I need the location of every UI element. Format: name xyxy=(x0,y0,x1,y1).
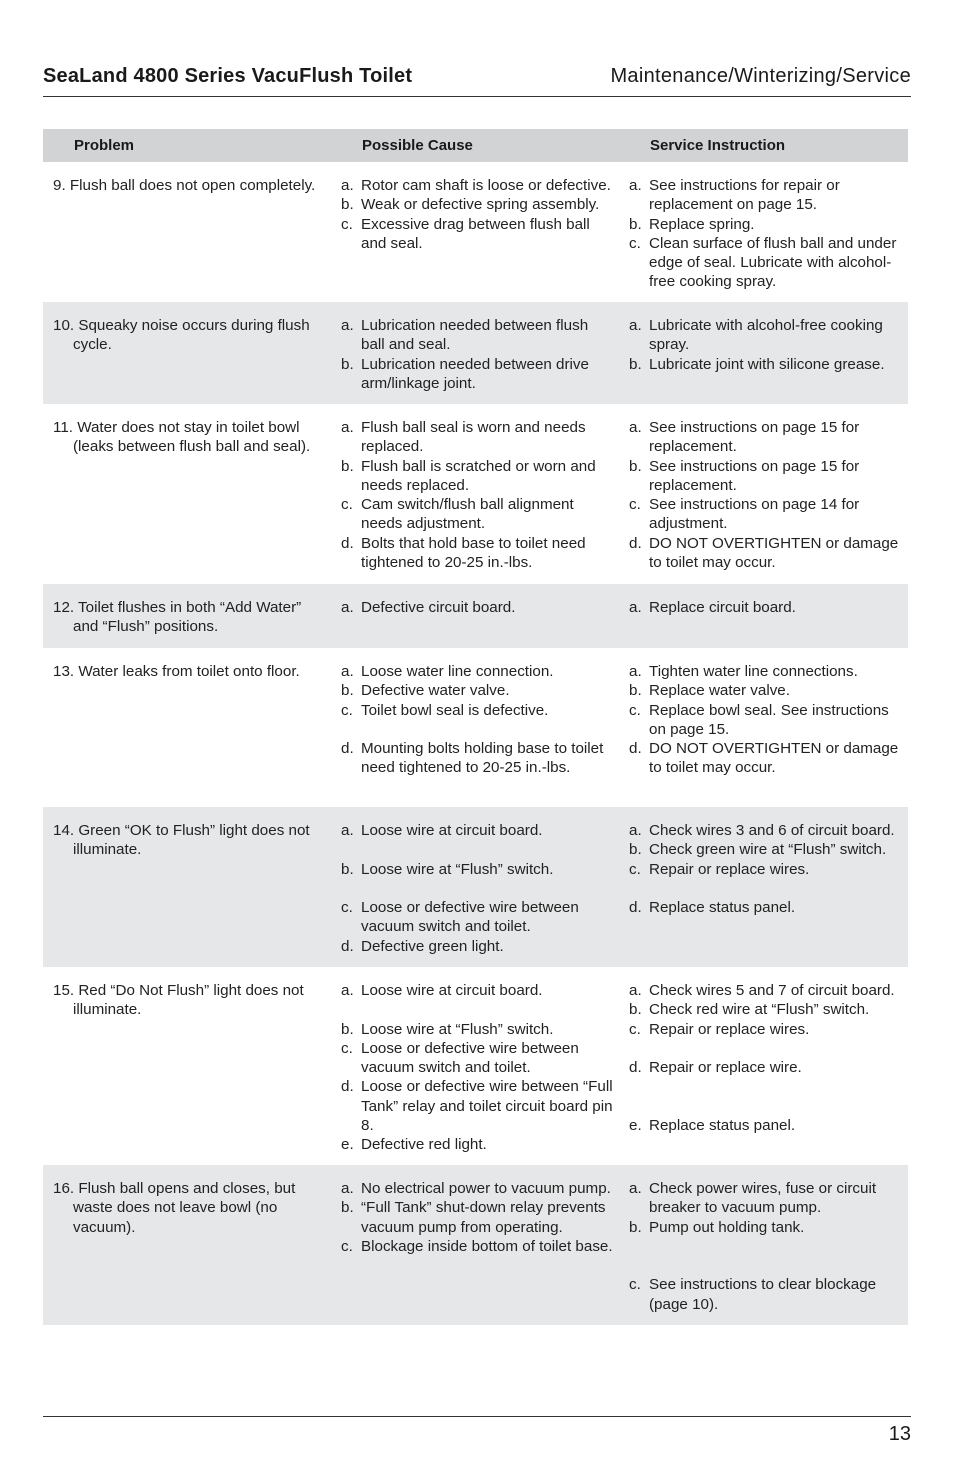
instruction-item xyxy=(629,1116,904,1135)
cause-text: Loose wire at “Flush” switch. xyxy=(361,860,554,878)
instruction-text: Replace water valve. xyxy=(649,682,790,700)
instruction-text: DO NOT OVERTIGHTEN or damage to toilet may occur. xyxy=(649,534,899,572)
cause-text: Blockage inside bottom of toilet base. xyxy=(361,1237,613,1255)
instruction-text: Tighten water line connections. xyxy=(649,663,858,680)
problem-text: 11. Water does not stay in toilet bowl (leaks between flush ball and seal). xyxy=(53,419,311,456)
instruction-letter: b. xyxy=(629,355,642,373)
instruction-letter: a. xyxy=(629,822,642,839)
instruction-item xyxy=(629,1020,904,1039)
instruction-text: See instructions to clear blockage (page 10). xyxy=(649,1276,877,1313)
cause-item xyxy=(341,860,615,879)
cause-cell xyxy=(331,598,619,648)
cause-letter: b. xyxy=(341,860,354,878)
cause-item xyxy=(341,1237,615,1256)
table-body xyxy=(43,162,908,1325)
cause-letter: d. xyxy=(341,740,354,758)
cause-letter: b. xyxy=(341,682,354,700)
cause-letter: a. xyxy=(341,419,354,436)
cause-item xyxy=(341,937,615,956)
instruction-item xyxy=(629,662,904,681)
cause-letter: a. xyxy=(341,822,354,839)
cause-letter: a. xyxy=(341,599,354,616)
instruction-letter: b. xyxy=(629,215,642,233)
instruction-letter: c. xyxy=(629,1276,641,1294)
instruction-text: Replace status panel. xyxy=(649,1117,796,1135)
spacer xyxy=(629,1237,904,1256)
cause-letter: b. xyxy=(341,457,354,475)
problem-text: 14. Green “OK to Flush” light does not illuminate. xyxy=(53,822,310,859)
instruction-letter: e. xyxy=(629,1117,642,1135)
instruction-cell xyxy=(619,418,908,584)
cause-text: Loose or defective wire between vacuum switch and toilet. xyxy=(361,899,579,936)
instruction-text: Repair or replace wires. xyxy=(649,860,810,878)
instruction-text: Lubricate with alcohol-free cooking spray. xyxy=(649,317,883,354)
section-title: Maintenance/Winterizing/Service xyxy=(610,65,911,87)
instruction-letter: a. xyxy=(629,419,642,436)
instruction-item xyxy=(629,1058,904,1077)
instruction-item xyxy=(629,1179,904,1218)
instruction-item xyxy=(629,981,904,1000)
cause-text: “Full Tank” shut-down relay prevents vacuum pump from operating. xyxy=(361,1199,606,1236)
instruction-item xyxy=(629,1000,904,1019)
spacer xyxy=(341,879,615,898)
instruction-letter: b. xyxy=(629,457,642,475)
instruction-text: Check power wires, fuse or circuit breaker to vacuum pump. xyxy=(649,1180,877,1217)
table-row xyxy=(43,302,908,404)
problem-cell xyxy=(43,418,331,584)
instruction-text: Replace spring. xyxy=(649,215,755,233)
instruction-text: See instructions on page 14 for adjustment. xyxy=(649,496,860,533)
cause-item xyxy=(341,598,615,617)
instruction-letter: c. xyxy=(629,234,641,252)
cause-item xyxy=(341,898,615,937)
problem-text: 13. Water leaks from toilet onto floor. xyxy=(53,663,300,680)
instruction-text: Replace status panel. xyxy=(649,899,796,917)
instruction-letter: a. xyxy=(629,982,642,999)
problem-cell xyxy=(43,598,331,648)
cause-item xyxy=(341,457,615,496)
instruction-text: DO NOT OVERTIGHTEN or damage to toilet may occur. xyxy=(649,740,899,777)
cause-item xyxy=(341,176,615,195)
instruction-item xyxy=(629,418,904,457)
instruction-cell xyxy=(619,821,908,967)
document-title: SeaLand 4800 Series VacuFlush Toilet xyxy=(43,65,413,87)
instruction-item xyxy=(629,701,904,740)
cause-text: Loose water line connection. xyxy=(361,663,554,680)
cause-text: Lubrication needed between flush ball and seal. xyxy=(361,317,589,354)
instruction-text: Lubricate joint with silicone grease. xyxy=(649,355,885,373)
instruction-item xyxy=(629,1275,904,1314)
page-number: 13 xyxy=(888,1423,911,1445)
cause-text: Rotor cam shaft is loose or defective. xyxy=(361,177,611,194)
cause-text: Mounting bolts holding base to toilet need tightened to 20-25 in.-lbs. xyxy=(361,740,604,777)
cause-letter: c. xyxy=(341,496,353,514)
page-header xyxy=(43,62,911,97)
table-row xyxy=(43,1165,908,1325)
spacer xyxy=(341,840,615,859)
instruction-text: See instructions on page 15 for replacement. xyxy=(649,419,860,456)
instruction-letter: a. xyxy=(629,1180,642,1197)
cause-letter: a. xyxy=(341,982,354,999)
instruction-text: Check wires 3 and 6 of circuit board. xyxy=(649,822,895,839)
instruction-text: See instructions on page 15 for replacement. xyxy=(649,457,860,494)
table-row xyxy=(43,807,908,967)
instruction-text: Clean surface of flush ball and under edge of seal. Lubricate with alcohol-free cooking spray. xyxy=(649,234,897,291)
instruction-item xyxy=(629,739,904,778)
cause-letter: d. xyxy=(341,1078,354,1096)
cause-item xyxy=(341,534,615,573)
instruction-text: Replace circuit board. xyxy=(649,599,796,616)
cause-text: Loose wire at circuit board. xyxy=(361,982,543,999)
spacer xyxy=(629,879,904,898)
cause-letter: a. xyxy=(341,1180,354,1197)
problem-text: 12. Toilet flushes in both “Add Water” and “Flush” positions. xyxy=(53,599,302,636)
instruction-letter: c. xyxy=(629,496,641,514)
cause-letter: a. xyxy=(341,177,354,194)
cause-item xyxy=(341,662,615,681)
cause-letter: e. xyxy=(341,1136,354,1154)
spacer xyxy=(629,1077,904,1096)
instruction-text: Check green wire at “Flush” switch. xyxy=(649,841,887,859)
cause-item xyxy=(341,418,615,457)
instruction-item xyxy=(629,898,904,917)
instruction-text: See instructions for repair or replacement on page 15. xyxy=(649,177,840,214)
instruction-item xyxy=(629,821,904,840)
table-row xyxy=(43,967,908,1165)
instruction-letter: d. xyxy=(629,899,642,917)
instruction-letter: b. xyxy=(629,1218,642,1236)
instruction-cell xyxy=(619,662,908,807)
cause-letter: c. xyxy=(341,899,353,917)
cause-item xyxy=(341,495,615,534)
instruction-letter: a. xyxy=(629,599,642,616)
column-header-problem: Problem xyxy=(74,137,135,154)
instruction-text: Pump out holding tank. xyxy=(649,1218,805,1236)
cause-text: Flush ball seal is worn and needs replaced. xyxy=(361,419,586,456)
instruction-letter: c. xyxy=(629,860,641,878)
instruction-cell xyxy=(619,1179,908,1325)
cause-text: Lubrication needed between drive arm/linkage joint. xyxy=(361,355,589,392)
instruction-text: Check red wire at “Flush” switch. xyxy=(649,1001,870,1019)
instruction-cell xyxy=(619,598,908,648)
spacer xyxy=(341,720,615,739)
cause-cell xyxy=(331,418,619,584)
cause-item xyxy=(341,355,615,394)
cause-text: Excessive drag between flush ball and seal. xyxy=(361,215,590,252)
instruction-letter: d. xyxy=(629,1059,642,1077)
cause-text: Flush ball is scratched or worn and needs replaced. xyxy=(361,457,596,494)
cause-letter: c. xyxy=(341,1237,353,1255)
instruction-item xyxy=(629,681,904,700)
cause-text: Loose wire at circuit board. xyxy=(361,822,543,839)
cause-item xyxy=(341,1198,615,1237)
cause-text: Defective green light. xyxy=(361,937,504,955)
instruction-item xyxy=(629,316,904,355)
cause-letter: b. xyxy=(341,196,354,214)
cause-text: Cam switch/flush ball alignment needs adjustment. xyxy=(361,496,574,533)
cause-letter: c. xyxy=(341,215,353,233)
cause-text: Defective red light. xyxy=(361,1136,487,1154)
table-row xyxy=(43,584,908,648)
instruction-item xyxy=(629,860,904,879)
footer-rule xyxy=(43,1416,911,1417)
instruction-letter: d. xyxy=(629,740,642,758)
instruction-cell xyxy=(619,316,908,404)
instruction-letter: c. xyxy=(629,1020,641,1038)
instruction-letter: d. xyxy=(629,534,642,552)
problem-text: 10. Squeaky noise occurs during flush cycle. xyxy=(53,317,310,354)
cause-item xyxy=(341,215,615,254)
problem-cell xyxy=(43,662,331,807)
problem-text: 9. Flush ball does not open completely. xyxy=(53,177,316,194)
spacer xyxy=(629,1039,904,1058)
instruction-cell xyxy=(619,176,908,302)
cause-item xyxy=(341,195,615,214)
instruction-item xyxy=(629,215,904,234)
cause-letter: a. xyxy=(341,317,354,334)
cause-letter: c. xyxy=(341,1039,353,1057)
cause-cell xyxy=(331,662,619,807)
spacer xyxy=(341,1000,615,1019)
cause-letter: a. xyxy=(341,663,354,680)
cause-cell xyxy=(331,821,619,967)
instruction-item xyxy=(629,534,904,573)
problem-cell xyxy=(43,1179,331,1325)
cause-letter: c. xyxy=(341,701,353,719)
instruction-text: Repair or replace wire. xyxy=(649,1059,802,1077)
column-header-service-instruction: Service Instruction xyxy=(650,137,786,154)
instruction-item xyxy=(629,598,904,617)
instruction-item xyxy=(629,495,904,534)
troubleshooting-table xyxy=(43,129,908,1325)
problem-cell xyxy=(43,176,331,302)
cause-item xyxy=(341,1179,615,1198)
instruction-text: Replace bowl seal. See instructions on page 15. xyxy=(649,701,889,738)
instruction-item xyxy=(629,355,904,374)
instruction-text: Check wires 5 and 7 of circuit board. xyxy=(649,982,895,999)
cause-item xyxy=(341,1039,615,1078)
instruction-item xyxy=(629,457,904,496)
cause-cell xyxy=(331,1179,619,1325)
cause-item xyxy=(341,821,615,840)
cause-text: Weak or defective spring assembly. xyxy=(361,196,600,214)
cause-item xyxy=(341,701,615,720)
instruction-letter: a. xyxy=(629,663,642,680)
instruction-item xyxy=(629,1218,904,1237)
cause-item xyxy=(341,1135,615,1154)
cause-letter: b. xyxy=(341,355,354,373)
cause-text: Defective circuit board. xyxy=(361,599,516,616)
problem-cell xyxy=(43,821,331,967)
cause-text: Loose wire at “Flush” switch. xyxy=(361,1020,554,1038)
table-row xyxy=(43,404,908,584)
instruction-letter: c. xyxy=(629,701,641,719)
instruction-letter: a. xyxy=(629,317,642,334)
problem-text: 16. Flush ball opens and closes, but waste does not leave bowl (no vacuum). xyxy=(53,1180,296,1236)
cause-letter: d. xyxy=(341,937,354,955)
problem-cell xyxy=(43,981,331,1165)
problem-text: 15. Red “Do Not Flush” light does not illuminate. xyxy=(53,982,304,1019)
cause-text: Defective water valve. xyxy=(361,682,510,700)
instruction-letter: b. xyxy=(629,841,642,859)
cause-item xyxy=(341,739,615,778)
table-header xyxy=(43,129,908,162)
instruction-text: Repair or replace wires. xyxy=(649,1020,810,1038)
cause-text: Loose or defective wire between “Full Tank” relay and toilet circuit board pin 8. xyxy=(361,1078,613,1135)
spacer xyxy=(629,1097,904,1116)
cause-item xyxy=(341,681,615,700)
table-row xyxy=(43,162,908,302)
cause-item xyxy=(341,1077,615,1135)
cause-item xyxy=(341,981,615,1000)
cause-item xyxy=(341,1020,615,1039)
cause-cell xyxy=(331,981,619,1165)
cause-cell xyxy=(331,176,619,302)
instruction-item xyxy=(629,234,904,292)
cause-text: Loose or defective wire between vacuum switch and toilet. xyxy=(361,1039,579,1077)
problem-cell xyxy=(43,316,331,404)
cause-item xyxy=(341,316,615,355)
instruction-letter: b. xyxy=(629,1001,642,1019)
spacer xyxy=(629,1256,904,1275)
cause-letter: b. xyxy=(341,1020,354,1038)
cause-text: Toilet bowl seal is defective. xyxy=(361,701,549,719)
table-row xyxy=(43,648,908,807)
cause-text: No electrical power to vacuum pump. xyxy=(361,1180,611,1197)
instruction-item xyxy=(629,176,904,215)
cause-letter: d. xyxy=(341,534,354,552)
instruction-letter: b. xyxy=(629,682,642,700)
instruction-cell xyxy=(619,981,908,1165)
cause-text: Bolts that hold base to toilet need tightened to 20-25 in.-lbs. xyxy=(361,534,586,572)
instruction-item xyxy=(629,840,904,859)
cause-cell xyxy=(331,316,619,404)
cause-letter: b. xyxy=(341,1199,354,1217)
column-header-possible-cause: Possible Cause xyxy=(362,137,473,154)
instruction-letter: a. xyxy=(629,177,642,194)
